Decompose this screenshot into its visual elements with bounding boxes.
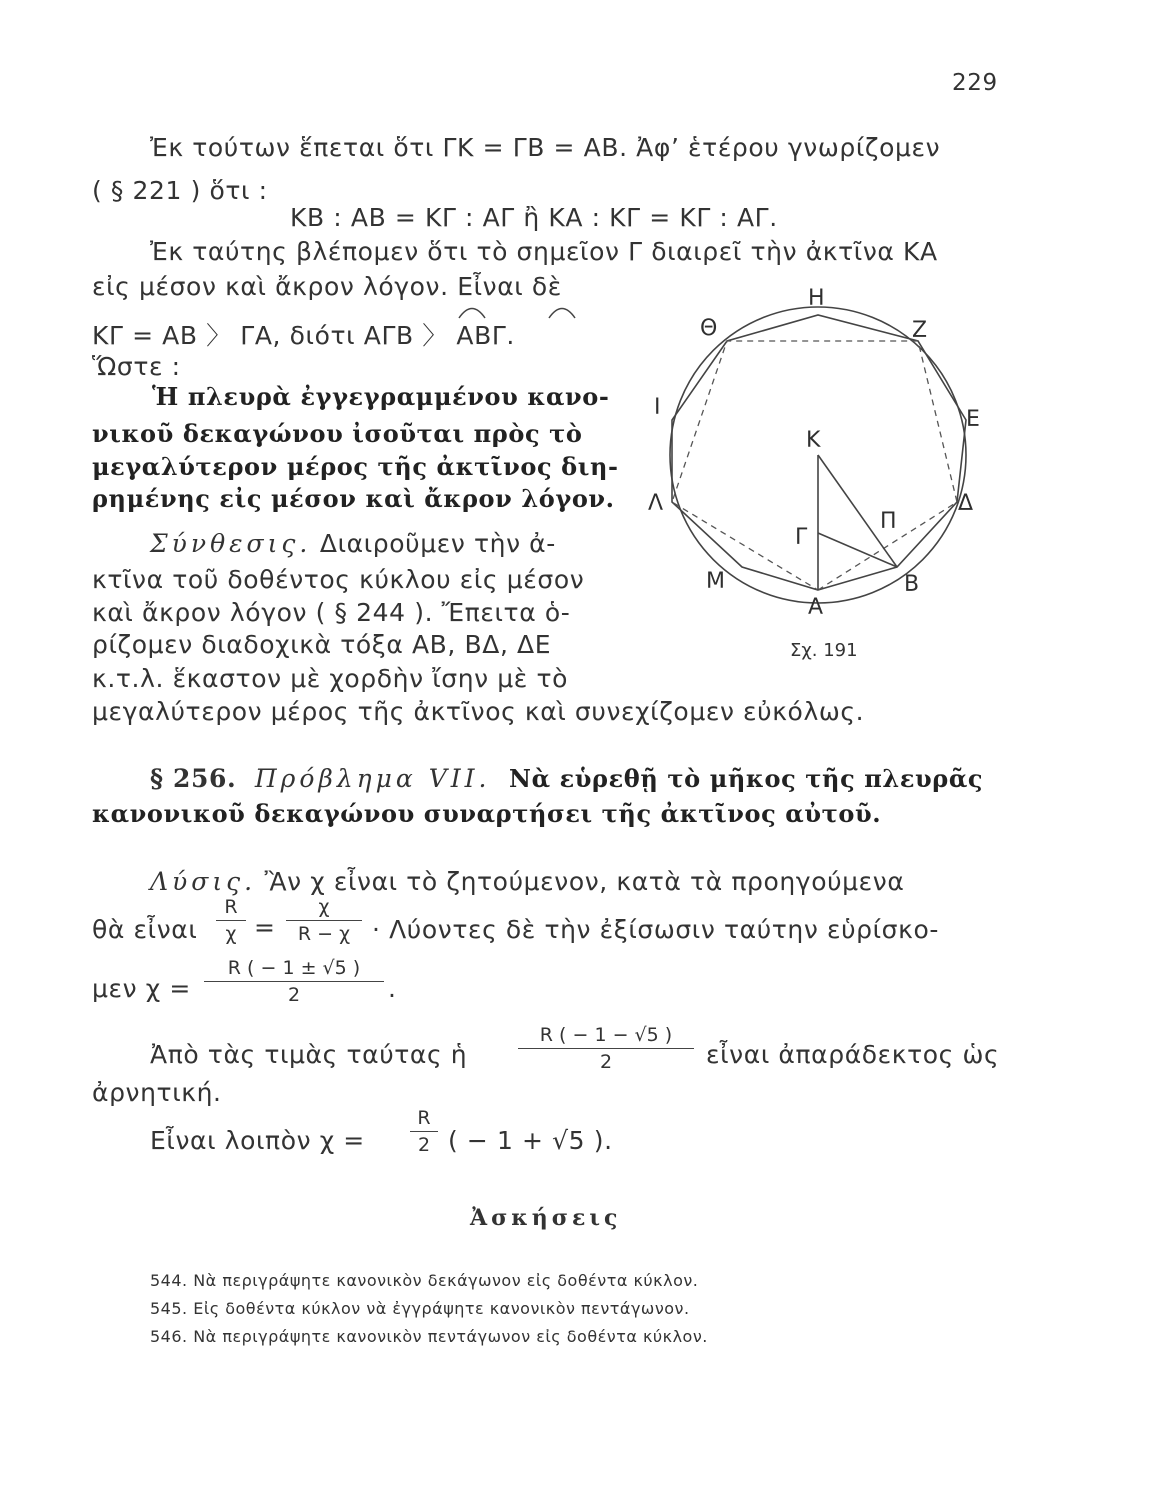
exercise-item: 546. Νὰ περιγράψητε κανονικὸν πεντάγωνον εἰς δοθέντα κύκλον. xyxy=(150,1327,708,1346)
fraction-R-over-x: R χ xyxy=(216,896,246,945)
equation-line: ΚΒ : ΑΒ = ΚΓ : ΑΓ ἢ ΚΑ : ΚΓ = ΚΓ : ΑΓ. xyxy=(290,203,778,232)
text-line: μεγαλύτερον μέρος τῆς ἀκτῖνος καὶ συνεχίζομεν εὐκόλως. xyxy=(92,697,865,726)
label-I: Ι xyxy=(654,395,661,420)
label-K: Κ xyxy=(806,428,821,453)
text: μεν χ = xyxy=(92,974,191,1003)
label-B: Β xyxy=(904,572,920,597)
synthesis-label: Σύνθεσις. xyxy=(150,529,312,558)
pentagon-dashed xyxy=(672,341,957,590)
exercise-item: 545. Εἰς δοθέντα κύκλον νὰ ἐγγράψητε κανονικὸν πεντάγωνον. xyxy=(150,1299,690,1318)
section-number: § 256. xyxy=(150,764,237,793)
label-Delta: Δ xyxy=(958,491,974,516)
theorem-line: μεγαλύτερον μέρος τῆς ἀκτῖνος διη- xyxy=(92,452,619,481)
exercises-heading: Ἀσκήσεις xyxy=(470,1205,622,1231)
text: Ἀπὸ τὰς τιμὰς ταύτας ἡ xyxy=(150,1040,468,1069)
fraction-x-over-R-minus-x: χ R − χ xyxy=(286,896,362,945)
text: εἶναι ἀπαράδεκτος ὡς xyxy=(706,1040,1000,1069)
exercise-item: 544. Νὰ περιγράψητε κανονικὸν δεκάγωνον εἰς δοθέντα κύκλον. xyxy=(150,1271,699,1290)
fraction-R-over-2: R 2 xyxy=(410,1107,438,1156)
text-line: Ἐκ τούτων ἕπεται ὅτι ΓΚ = ΓΒ = ΑΒ. Ἀφ’ ἑτέρου γνωρίζομεν xyxy=(150,133,941,162)
text-line: Ἐκ ταύτης βλέπομεν ὅτι τὸ σημεῖον Γ διαιρεῖ τὴν ἀκτῖνα ΚΑ xyxy=(150,237,938,266)
label-Lambda: Λ xyxy=(648,491,664,516)
fraction-negative-root: R ( − 1 − √5 ) 2 xyxy=(518,1024,694,1073)
problem-text-line: κανονικοῦ δεκαγώνου συναρτήσει τῆς ἀκτῖνος αὐτοῦ. xyxy=(92,799,882,828)
theorem-line: νικοῦ δεκαγώνου ἰσοῦται πρὸς τὸ xyxy=(92,419,583,448)
figure-caption: Σχ. 191 xyxy=(790,640,858,661)
text: Εἶναι λοιπὸν χ = xyxy=(150,1126,365,1155)
label-H: Η xyxy=(808,286,825,311)
problem-text: Νὰ εὑρεθῇ τὸ μῆκος τῆς πλευρᾶς xyxy=(509,764,984,793)
label-A: Α xyxy=(808,595,824,620)
label-Theta: Θ xyxy=(700,316,718,341)
label-Pi: Π xyxy=(880,509,897,534)
problem-heading xyxy=(150,764,983,793)
synthesis-text: Διαιροῦμεν τὴν ἀ- xyxy=(311,529,556,558)
inequality-line: ΚΓ = ΑΒ 〉 ΓΑ, διότι ΑΓΒ 〉 ΑΒΓ. xyxy=(92,321,515,350)
text-line: καὶ ἄκρον λόγον ( § 244 ). Ἔπειτα ὁ- xyxy=(92,598,571,627)
problem-title: Πρόβλημα VII. xyxy=(254,764,491,793)
solution-text: Ἂν χ εἶναι τὸ ζητούμενον, κατὰ τὰ προηγούμενα xyxy=(256,867,905,896)
text: ἀρνητική. xyxy=(92,1078,222,1107)
text: θὰ εἶναι xyxy=(92,915,198,944)
text-line: ( § 221 ) ὅτι : xyxy=(92,176,268,205)
solution-label: Λύσις. xyxy=(150,867,257,896)
period: . xyxy=(388,974,397,1003)
label-E: Ε xyxy=(966,407,980,432)
fraction-general-solution: R ( − 1 ± √5 ) 2 xyxy=(204,957,384,1006)
theorem-line: Ἡ πλευρὰ ἐγγεγραμμένου κανο- xyxy=(152,382,610,411)
text-line: εἰς μέσον καὶ ἄκρον λόγον. Εἶναι δὲ xyxy=(92,272,562,301)
equals-sign: = xyxy=(254,913,276,942)
text-line: κ.τ.λ. ἕκαστον μὲ χορδὴν ἴσην μὲ τὸ xyxy=(92,664,568,693)
text-line: ρίζομεν διαδοχικὰ τόξα ΑΒ, ΒΔ, ΔΕ xyxy=(92,630,552,659)
text: · Λύοντες δὲ τὴν ἐξίσωσιν ταύτην εὑρίσκο- xyxy=(372,915,939,944)
label-Z: Ζ xyxy=(912,318,928,343)
page-number: 229 xyxy=(952,70,998,96)
solution-line xyxy=(150,867,904,896)
text-line: κτῖνα τοῦ δοθέντος κύκλου εἰς μέσον xyxy=(92,565,585,594)
theorem-line: ρημένης εἰς μέσον καὶ ἄκρον λόγον. xyxy=(92,484,615,513)
text-line: Ὥστε : xyxy=(92,352,181,381)
label-M: Μ xyxy=(706,569,725,594)
text: ( − 1 + √5 ). xyxy=(448,1126,613,1155)
label-Gamma: Γ xyxy=(795,525,808,550)
